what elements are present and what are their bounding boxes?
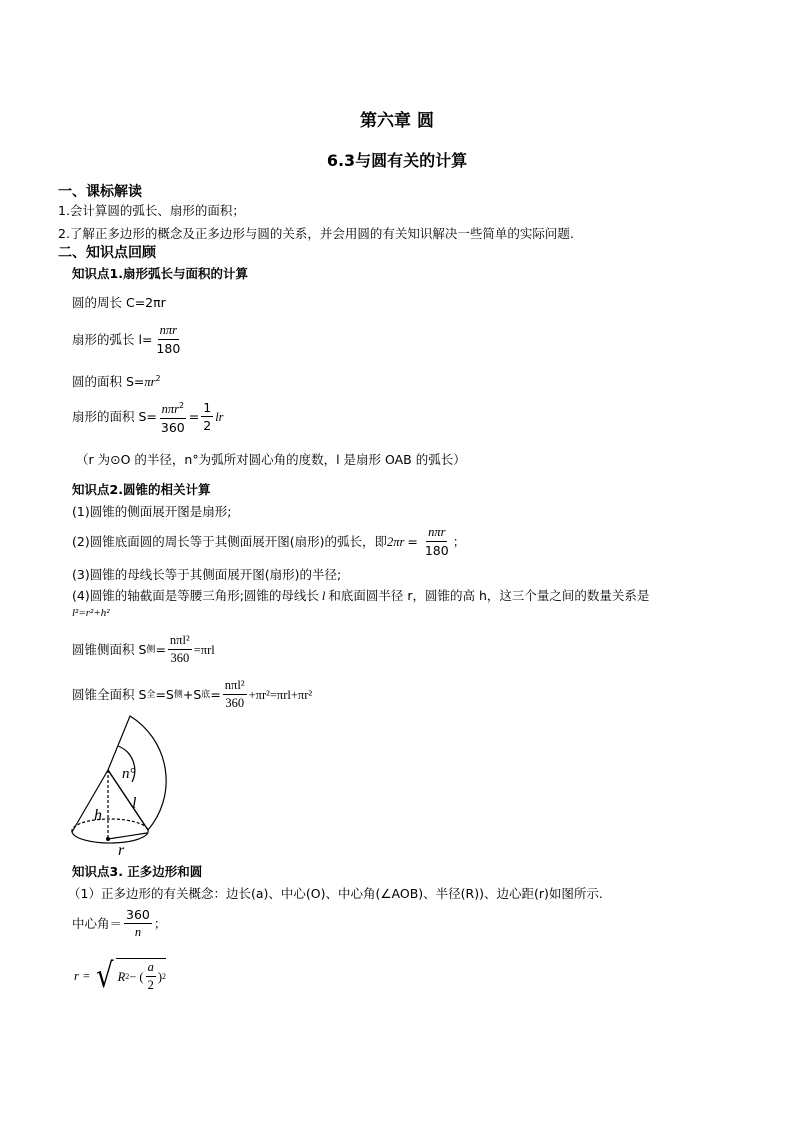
sector-area-fraction	[159, 397, 187, 436]
k2-p2-den: 180	[424, 543, 449, 558]
k2-point-4-text-a: (4)圆锥的轴截面是等腰三角形;圆锥的母线长	[72, 588, 319, 603]
central-num: 360	[126, 907, 150, 922]
apothem-minus: − (	[129, 969, 144, 984]
apothem-fraction	[146, 959, 156, 994]
cone-lateral-sub: 侧	[146, 644, 156, 655]
central-angle-fraction	[124, 906, 152, 941]
k2-point-4-relation: l²=r²+h²	[72, 607, 110, 619]
cone-total-rhs: +πr²=πrl+πr²	[248, 687, 313, 702]
fig-label-h: h	[94, 807, 102, 824]
cone-total-den: 360	[225, 696, 245, 710]
fig-label-n: n°	[122, 766, 136, 782]
cone-lateral-den: 360	[170, 651, 190, 665]
k2-point-2-end: ；	[452, 533, 466, 549]
cone-total-sub2: 侧	[173, 689, 183, 700]
central-den: n	[134, 925, 142, 939]
arc-length-fraction	[154, 322, 182, 357]
arc-length-formula	[72, 322, 184, 357]
cone-figure	[60, 712, 190, 862]
k2-point-3: (3)圆锥的母线长等于其侧面展开图(扇形)的半径;	[72, 567, 342, 582]
section-1-item-1: 1.会计算圆的弧长、扇形的面积；	[58, 203, 245, 218]
k2-point-4	[72, 588, 649, 604]
cone-total-plus: +S	[182, 686, 202, 702]
sector-area-label: 扇形的面积 S=	[72, 408, 157, 424]
central-angle-end: ；	[153, 915, 167, 931]
k1-title: 知识点1.扇形弧长与面积的计算	[72, 266, 248, 281]
circle-area-expr: πr	[144, 375, 156, 390]
k2-point-2	[72, 524, 465, 559]
circle-area-exp: 2	[155, 374, 161, 383]
section-1-item-2: 2.了解正多边形的概念及正多边形与圆的关系，并会用圆的有关知识解决一些简单的实际问题.	[58, 226, 574, 241]
k3-point-1: （1）正多边形的有关概念：边长(a)、中心(O)、中心角(∠AOB)、半径(R))、边心距(r)如图所示.	[68, 886, 603, 901]
central-angle-formula	[72, 906, 166, 941]
arc-num: nπr	[158, 322, 179, 340]
apothem-exp2: 2	[162, 971, 167, 981]
apothem-close: )	[157, 969, 163, 984]
section-title: 6.3与圆有关的计算	[326, 151, 468, 170]
cone-total-fraction	[223, 677, 247, 712]
cone-total-sub3: 底	[201, 689, 211, 700]
sector-eq: =	[188, 408, 200, 424]
half-num: 1	[203, 400, 212, 416]
sector-den: 360	[160, 420, 185, 436]
k2-point-2-text: (2)圆锥底面圆的周长等于其侧面展开图(扇形)的弧长，即	[72, 533, 387, 549]
cone-total-label: 圆锥全面积 S	[72, 686, 147, 702]
arc-den: 180	[156, 341, 181, 356]
sector-lr: lr	[215, 409, 224, 424]
sector-exp: 2	[178, 401, 185, 410]
sector-num: nπr	[161, 402, 179, 417]
cone-lateral-area-formula	[72, 632, 215, 667]
cone-total-num: nπl²	[223, 677, 247, 695]
base-center-dot	[106, 837, 110, 841]
arc-length-label: 扇形的弧长 l=	[72, 331, 153, 347]
chapter-title: 第六章 圆	[360, 111, 434, 131]
cone-lateral-label: 圆锥侧面积 S	[72, 641, 147, 657]
section-2-heading: 二、知识点回顾	[58, 245, 156, 261]
cone-lateral-num: nπl²	[168, 632, 192, 650]
apothem-eq: =	[82, 969, 90, 983]
k2-point-2-fraction	[423, 524, 451, 559]
base-front-arc	[72, 830, 148, 843]
apothem-2: 2	[147, 978, 154, 992]
apothem-R: R	[117, 969, 126, 984]
k2-point-1: (1)圆锥的侧面展开图是扇形;	[72, 504, 232, 519]
fig-label-l: l	[132, 795, 137, 812]
cone-lateral-rhs: =πrl	[193, 642, 215, 657]
half-fraction	[201, 399, 213, 434]
apothem-R-exp: 2	[125, 971, 130, 981]
apothem-a: a	[146, 959, 156, 977]
circle-area-label: 圆的面积 S=	[72, 374, 145, 390]
cone-lateral-eq: =	[155, 641, 166, 657]
k2-point-2-eq: =	[407, 533, 418, 549]
cone-left-side	[72, 770, 108, 832]
k2-point-2-lhs: 2πr	[386, 534, 405, 549]
apothem-r: r	[74, 969, 79, 983]
k1-note: （r 为⊙O 的半径，n°为弧所对圆心角的度数，l 是扇形 OAB 的弧长）	[76, 452, 466, 467]
k3-title: 知识点3. 正多边形和圆	[72, 864, 203, 879]
k2-p2-num: nπr	[426, 524, 447, 542]
fig-label-r: r	[118, 842, 125, 859]
apothem-sqrt	[94, 958, 166, 994]
cone-total-area-formula	[72, 677, 312, 712]
sector-area-formula	[72, 397, 224, 436]
apothem-formula	[74, 958, 166, 994]
half-den: 2	[203, 418, 212, 434]
section-1-heading: 一、课标解读	[58, 184, 142, 200]
k2-point-4-l: l	[321, 589, 326, 603]
cone-lateral-fraction	[168, 632, 192, 667]
sqrt-sign: √	[96, 956, 114, 996]
cone-total-eq: =	[210, 686, 221, 702]
base-back-arc	[72, 819, 148, 832]
cone-total-mid: =S	[155, 686, 174, 702]
k2-title: 知识点2.圆锥的相关计算	[72, 482, 211, 497]
circumference-formula: 圆的周长 C=2πr	[72, 295, 166, 310]
central-angle-label: 中心角＝	[72, 915, 123, 931]
circle-area-formula	[72, 371, 161, 390]
cone-total-sub: 全	[146, 689, 156, 700]
k2-point-4-text-b: 和底面圆半径 r，圆锥的高 h，这三个量之间的数量关系是	[328, 588, 650, 603]
